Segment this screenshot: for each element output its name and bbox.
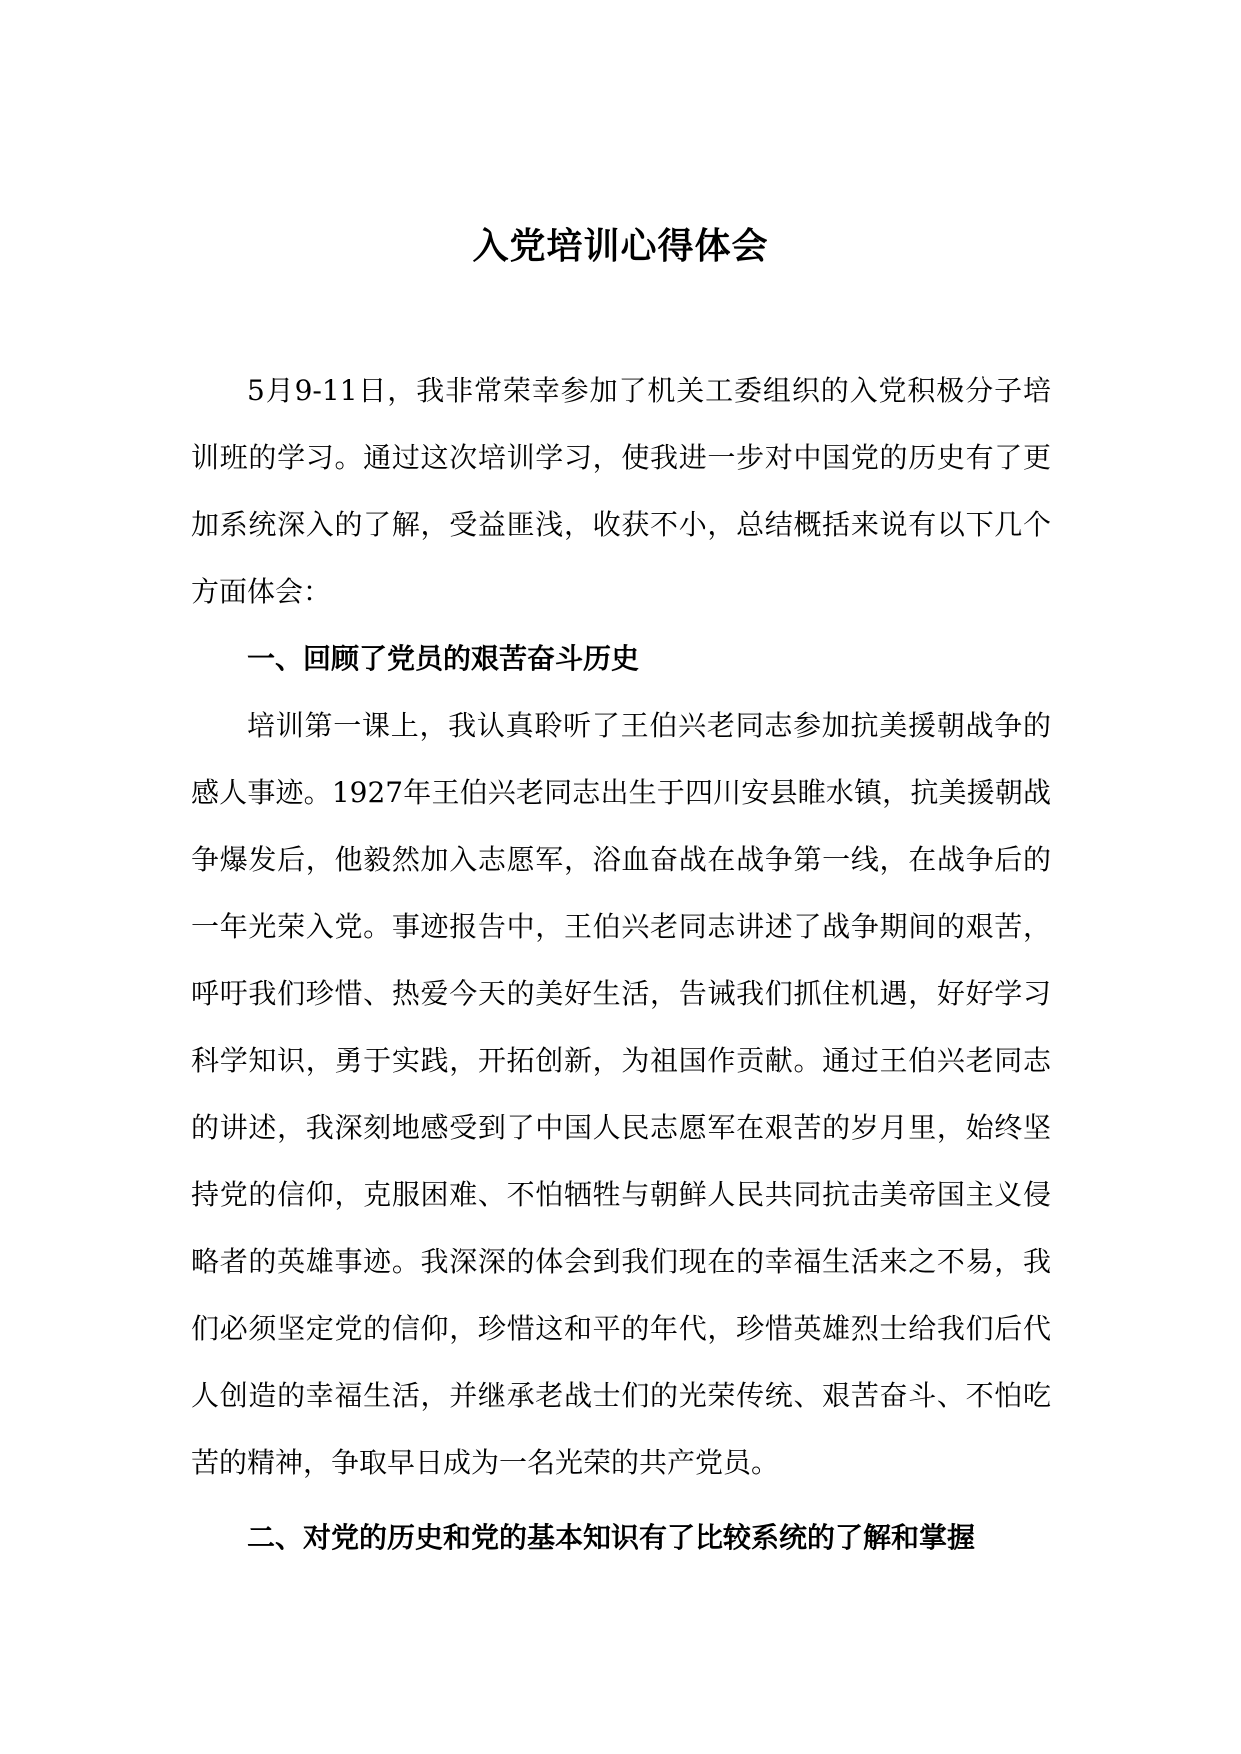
intro-paragraph: 5月9-11日，我非常荣幸参加了机关工委组织的入党积极分子培训班的学习。通过这次培训学习，使我进一步对中国党的历史有了更加系统深入的了解，受益匪浅，收获不小，总结概括来说有以下几个方面体会： bbox=[191, 374, 1051, 608]
section-1-paragraph: 培训第一课上，我认真聆听了王伯兴老同志参加抗美援朝战争的感人事迹。1927年王伯兴老同志出生于四川安县睢水镇，抗美援朝战争爆发后，他毅然加入志愿军，浴血奋战在战争第一线，在战争后的一年光荣入党。事迹报告中，王伯兴老同志讲述了战争期间的艰苦，呼吁我们珍惜、热爱今天的美好生活，告诫我们抓住机遇，好好学习科学知识，勇于实践，开拓创新，为祖国作贡献。通过王伯兴老同志的讲述，我深刻地感受到了中国人民志愿军在艰苦的岁月里，始终坚持党的信仰，克服困难、不怕牺牲与朝鲜人民共同抗击美帝国主义侵略者的英雄事迹。我深深的体会到我们现在的幸福生活来之不易，我们必须坚定党的信仰，珍惜这和平的年代，珍惜英雄烈士给我们后代人创造的幸福生活，并继承老战士们的光荣传统、艰苦奋斗、不怕吃苦的精神，争取早日成为一名光荣的共产党员。 bbox=[191, 709, 1051, 1479]
document-title: 入党培训心得体会 bbox=[472, 226, 769, 267]
section-1-heading: 一、回顾了党员的艰苦奋斗历史 bbox=[247, 642, 640, 675]
section-2-heading: 二、对党的历史和党的基本知识有了比较系统的了解和掌握 bbox=[247, 1521, 976, 1554]
document-body bbox=[191, 357, 1051, 1571]
